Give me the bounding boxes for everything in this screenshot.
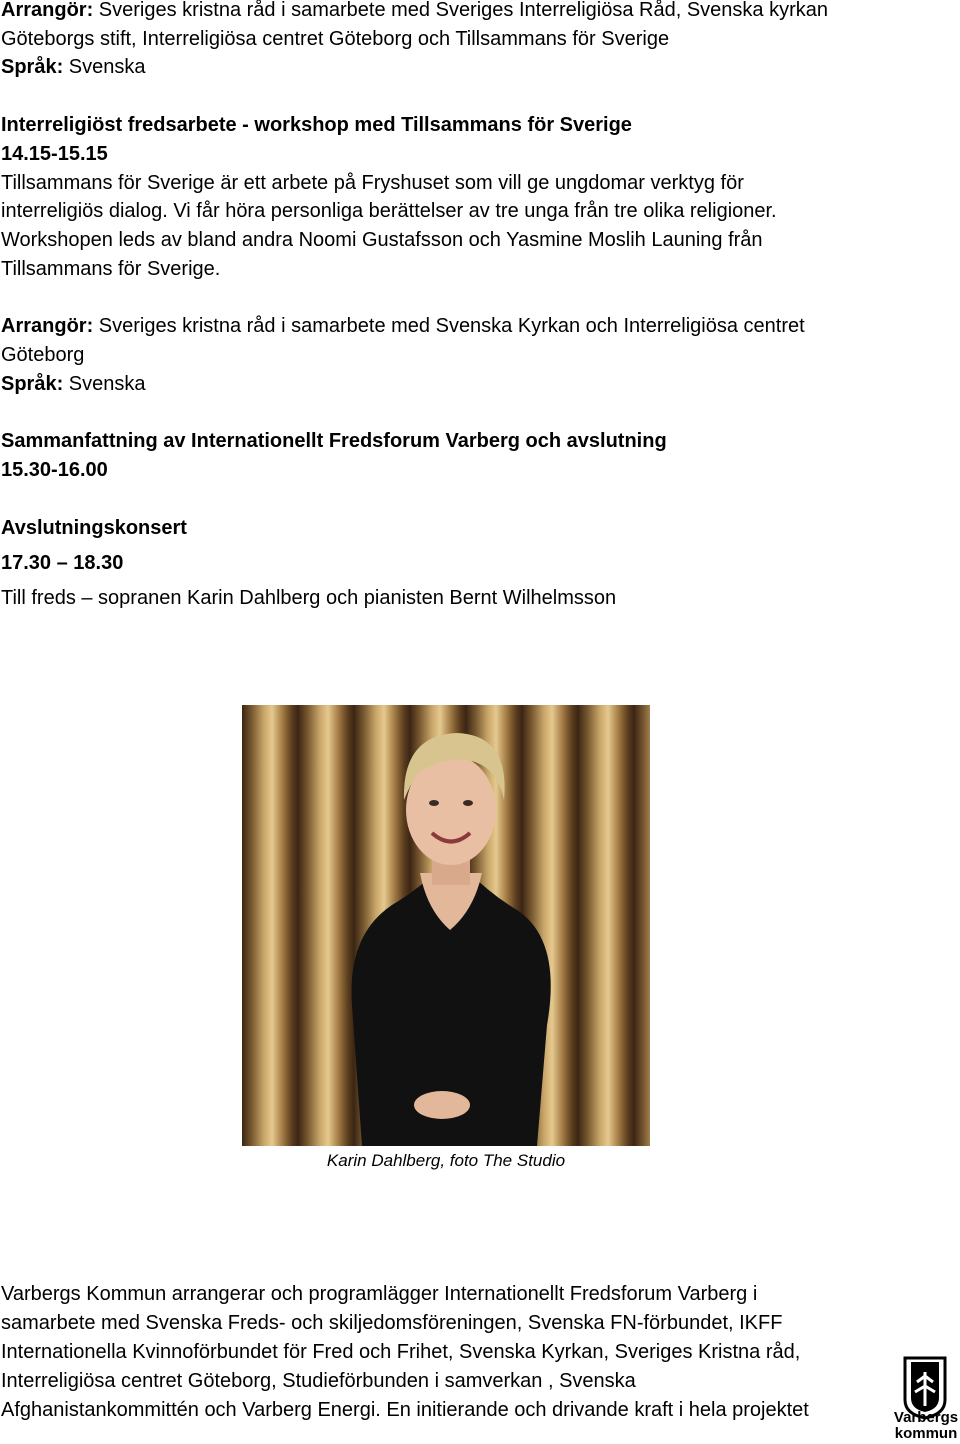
language-label: Språk:	[1, 56, 64, 78]
workshop-desc-line: interreligiös dialog. Vi får höra personliga berättelser av tre unga från tre olika religioner.	[1, 200, 777, 222]
singer-photo	[242, 705, 650, 1146]
footer-line: Internationella Kvinnoförbundet för Fred och Frihet, Svenska Kyrkan, Sveriges Kristna råd,	[1, 1341, 801, 1363]
workshop-time: 14.15-15.15	[1, 143, 108, 165]
language-line	[1, 53, 146, 82]
language-value: Svenska	[63, 373, 146, 395]
organizer-label: Arrangör:	[1, 315, 94, 337]
logo-line: Varbergs	[893, 1409, 959, 1426]
organizer-line-2: Göteborg	[1, 344, 85, 366]
summary-time: 15.30-16.00	[1, 459, 108, 481]
workshop-title: Interreligiöst fredsarbete - workshop med Tillsammans för Sverige	[1, 114, 632, 136]
footer-line: Afghanistankommittén och Varberg Energi. En initierande och drivande kraft i hela projektet	[1, 1399, 809, 1421]
photo-caption: Karin Dahlberg, foto The Studio	[326, 1151, 566, 1170]
language-line	[1, 370, 146, 399]
logo-line: kommun	[894, 1425, 958, 1442]
concert-title: Avslutningskonsert	[1, 517, 187, 539]
language-value: Svenska	[63, 56, 146, 78]
organizer-line	[1, 312, 805, 341]
concert-desc: Till freds – sopranen Karin Dahlberg och pianisten Bernt Wilhelmsson	[1, 587, 617, 609]
workshop-desc-line: Workshopen leds av bland andra Noomi Gustafsson och Yasmine Moslih Launing från	[1, 229, 763, 251]
language-label: Språk:	[1, 373, 64, 395]
organizer-text: Sveriges kristna råd i samarbete med Svenska Kyrkan och Interreligiösa centret	[93, 315, 805, 337]
footer-line: Varbergs Kommun arrangerar och programlägger Internationellt Fredsforum Varberg i	[1, 1283, 758, 1305]
summary-title: Sammanfattning av Internationellt Fredsforum Varberg och avslutning	[1, 430, 667, 452]
workshop-desc-line: Tillsammans för Sverige är ett arbete på Fryshuset som vill ge ungdomar verktyg för	[1, 172, 744, 194]
organizer-text: Sveriges kristna råd i samarbete med Sveriges Interreligiösa Råd, Svenska kyrkan	[93, 0, 828, 21]
organizer-line-2: Göteborgs stift, Interreligiösa centret Göteborg och Tillsammans för Sverige	[1, 28, 670, 50]
organizer-line	[1, 0, 828, 25]
workshop-desc-line: Tillsammans för Sverige.	[1, 258, 221, 280]
footer-line: Interreligiösa centret Göteborg, Studieförbunden i samverkan , Svenska	[1, 1370, 636, 1392]
footer-line: samarbete med Svenska Freds- och skiljedomsföreningen, Svenska FN-förbundet, IKFF	[1, 1312, 783, 1334]
concert-time: 17.30 – 18.30	[1, 552, 124, 574]
organizer-label: Arrangör:	[1, 0, 94, 21]
logo-text	[886, 1410, 960, 1442]
